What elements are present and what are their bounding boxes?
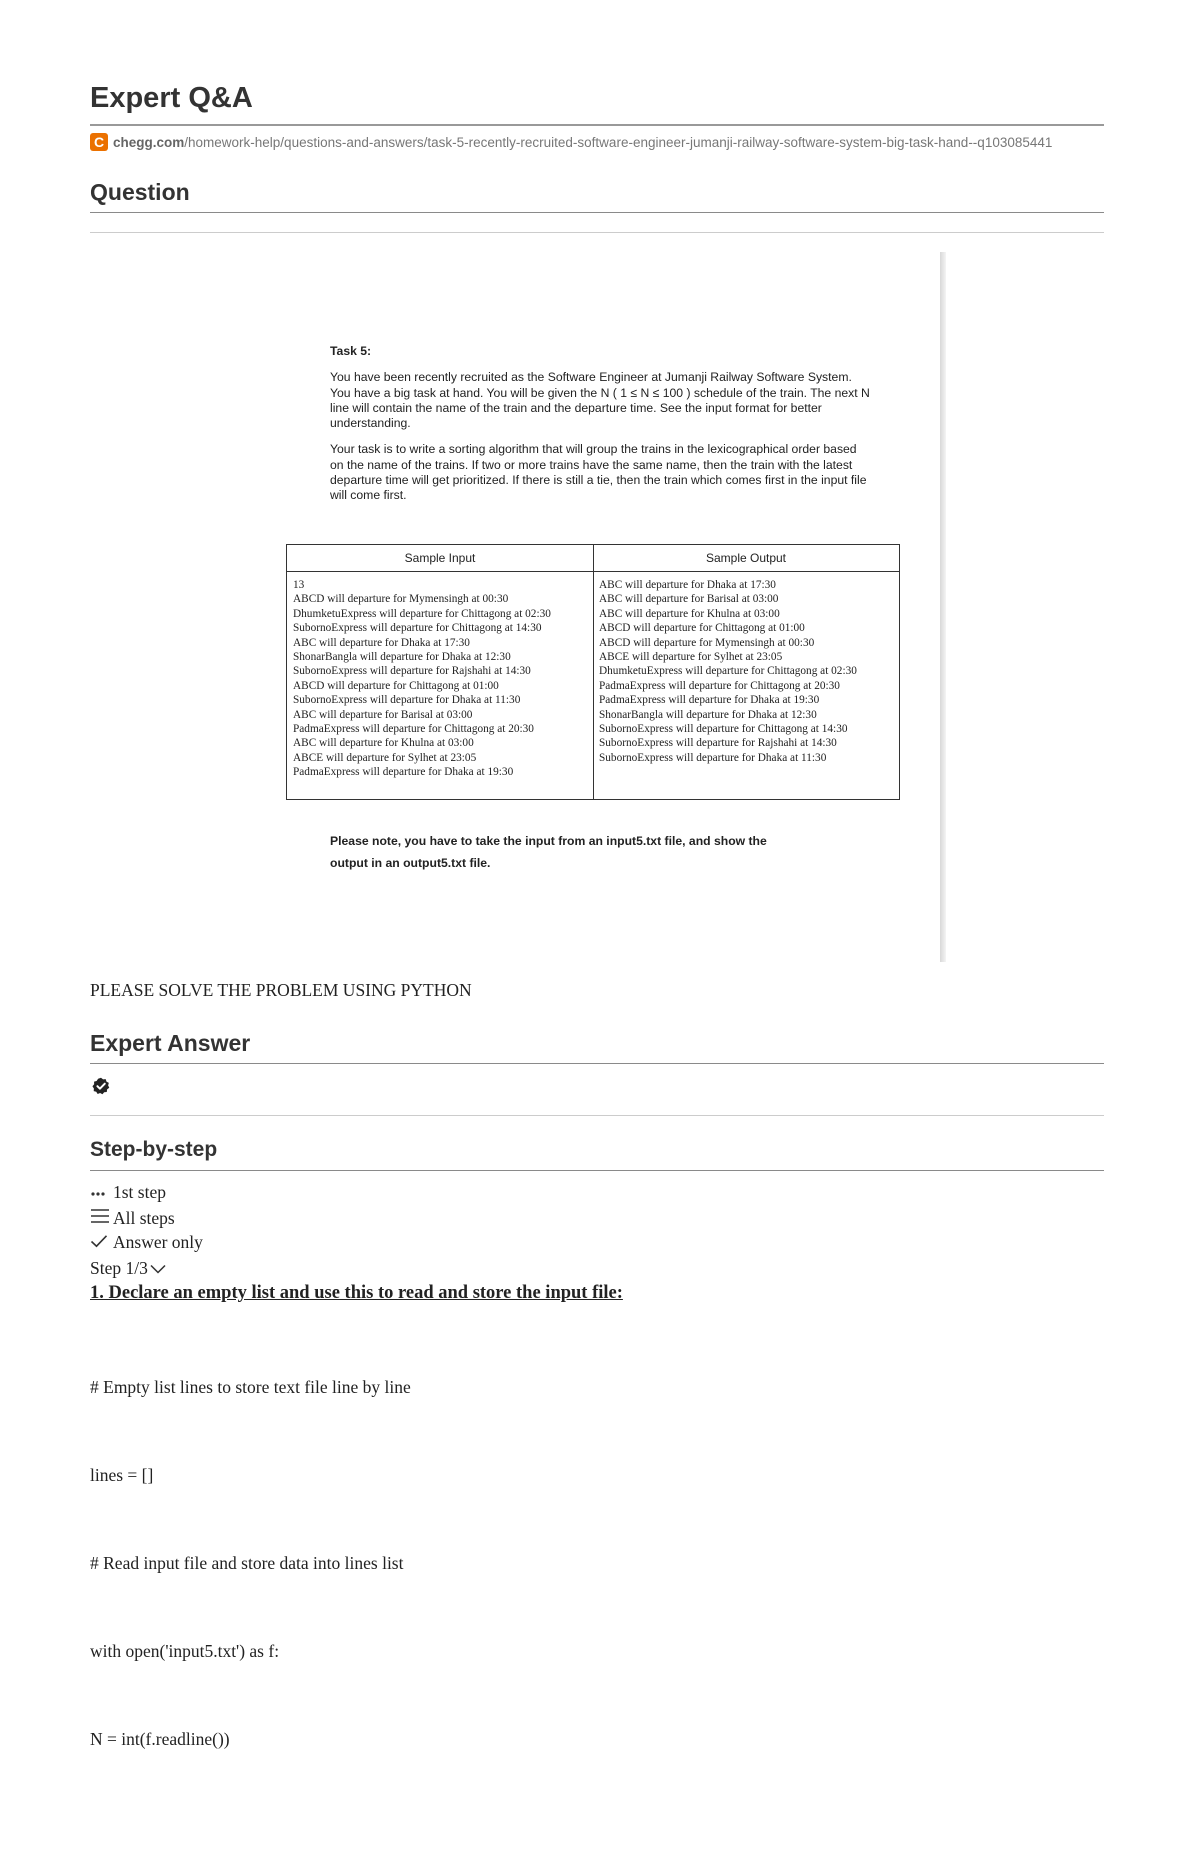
sample-output-header: Sample Output (593, 545, 899, 572)
chegg-logo-icon: C (90, 133, 108, 151)
option-answer-only-label: Answer only (113, 1232, 203, 1252)
source-path: /homework-help/questions-and-answers/task-5-recently-recruited-software-engineer-jumanji-railway-software-system-big-task-hand--q103085441 (184, 134, 1053, 150)
sample-column-divider (593, 545, 594, 799)
answer-divider (90, 1063, 1104, 1064)
steps-divider (90, 1170, 1104, 1171)
source-domain: chegg.com (113, 134, 185, 150)
page-title: Expert Q&A (90, 82, 253, 114)
sample-output-line: ShonarBangla will departure for Dhaka at 12:30 (599, 708, 817, 721)
note-line-1: Please note, you have to take the input from an input5.txt file, and show the (330, 834, 767, 848)
sample-input-line: 13 (293, 579, 305, 591)
option-all-steps[interactable] (90, 1207, 175, 1230)
sample-output-line: ABCE will departure for Sylhet at 23:05 (599, 651, 783, 664)
sample-input-line: SubornoExpress will departure for Dhaka at 11:30 (293, 694, 521, 707)
sample-table (286, 544, 900, 800)
task-paragraph-1: You have been recently recruited as the Software Engineer at Jumanji Railway Software System. You have a big task at hand. You will be given the N ( 1 ≤ N ≤ 100 ) schedule of the train. The next N line will contain the name of the train and the departure time. See the input format for better understanding. (330, 370, 870, 431)
sample-input-line: ABCD will departure for Mymensingh at 00:30 (293, 593, 509, 606)
sample-output-line: ABC will departure for Dhaka at 17:30 (599, 579, 776, 591)
sample-output-line: ABC will departure for Barisal at 03:00 (599, 593, 779, 606)
answer-subdivider (90, 1115, 1104, 1116)
question-image-shadow (940, 252, 946, 962)
option-all-steps-label: All steps (113, 1208, 175, 1228)
question-request: PLEASE SOLVE THE PROBLEM USING PYTHON (90, 980, 472, 1000)
option-1st-step-label: 1st step (113, 1182, 166, 1202)
verified-badge-icon (92, 1077, 110, 1095)
sample-input-header: Sample Input (287, 545, 593, 572)
sample-output-line: ABC will departure for Khulna at 03:00 (599, 607, 780, 620)
task-note (330, 830, 870, 874)
sample-input-line: ABCD will departure for Chittagong at 01:00 (293, 679, 499, 692)
code-line: with open('input5.txt') as f: (90, 1641, 280, 1661)
step-counter: Step 1/3 (90, 1258, 148, 1278)
question-subdivider (90, 232, 1104, 233)
title-divider (90, 124, 1104, 126)
question-divider (90, 212, 1104, 213)
sample-input-column (293, 578, 551, 780)
sample-output-line: ABCD will departure for Mymensingh at 00:30 (599, 636, 815, 649)
sample-input-line: SubornoExpress will departure for Chittagong at 14:30 (293, 622, 542, 635)
step-heading: 1. Declare an empty list and use this to read and store the input file: (90, 1283, 623, 1303)
check-icon (90, 1232, 112, 1253)
code-line: N = int(f.readline()) (90, 1729, 230, 1749)
dots-icon (90, 1182, 112, 1203)
list-icon (90, 1207, 112, 1230)
sample-input-line: ShonarBangla will departure for Dhaka at 12:30 (293, 651, 511, 664)
note-line-2: output in an output5.txt file. (330, 856, 491, 870)
sample-input-line: ABC will departure for Barisal at 03:00 (293, 708, 473, 721)
sample-input-line: ABCE will departure for Sylhet at 23:05 (293, 751, 477, 764)
task-description (330, 344, 870, 515)
sample-output-line: PadmaExpress will departure for Dhaka at 19:30 (599, 694, 820, 707)
code-line: # Read input file and store data into lines list (90, 1553, 404, 1573)
sample-input-line: DhumketuExpress will departure for Chittagong at 02:30 (293, 607, 551, 620)
task-title: Task 5: (330, 344, 372, 358)
step-selector[interactable] (90, 1258, 166, 1279)
sample-input-line: SubornoExpress will departure for Rajshahi at 14:30 (293, 665, 531, 678)
source-link[interactable] (90, 133, 1052, 151)
expert-answer-heading: Expert Answer (90, 1030, 251, 1056)
sample-output-line: ABCD will departure for Chittagong at 01:00 (599, 622, 805, 635)
code-line: lines = [] (90, 1465, 154, 1485)
sample-input-line: ABC will departure for Khulna at 03:00 (293, 737, 474, 750)
sample-output-column (599, 578, 857, 765)
option-answer-only[interactable] (90, 1232, 203, 1253)
sample-output-line: PadmaExpress will departure for Chittagong at 20:30 (599, 679, 840, 692)
option-1st-step[interactable] (90, 1182, 166, 1203)
sample-input-line: ABC will departure for Dhaka at 17:30 (293, 636, 470, 649)
sample-input-line: PadmaExpress will departure for Dhaka at 19:30 (293, 766, 514, 779)
code-line: # Empty list lines to store text file line by line (90, 1377, 411, 1397)
sample-output-line: SubornoExpress will departure for Rajshahi at 14:30 (599, 737, 837, 750)
sample-output-line: SubornoExpress will departure for Dhaka at 11:30 (599, 751, 827, 764)
chevron-down-icon (150, 1258, 166, 1279)
sample-input-line: PadmaExpress will departure for Chittagong at 20:30 (293, 723, 534, 736)
question-heading: Question (90, 179, 190, 205)
sample-output-line: SubornoExpress will departure for Chittagong at 14:30 (599, 723, 848, 736)
step-by-step-heading: Step-by-step (90, 1138, 218, 1161)
task-paragraph-2: Your task is to write a sorting algorithm that will group the trains in the lexicographical order based on the name of the trains. If two or more trains have the same name, then the train with the latest departure time will get prioritized. If there is still a tie, then the train which comes first in the input file will come first. (330, 442, 867, 503)
sample-output-line: DhumketuExpress will departure for Chittagong at 02:30 (599, 665, 857, 678)
